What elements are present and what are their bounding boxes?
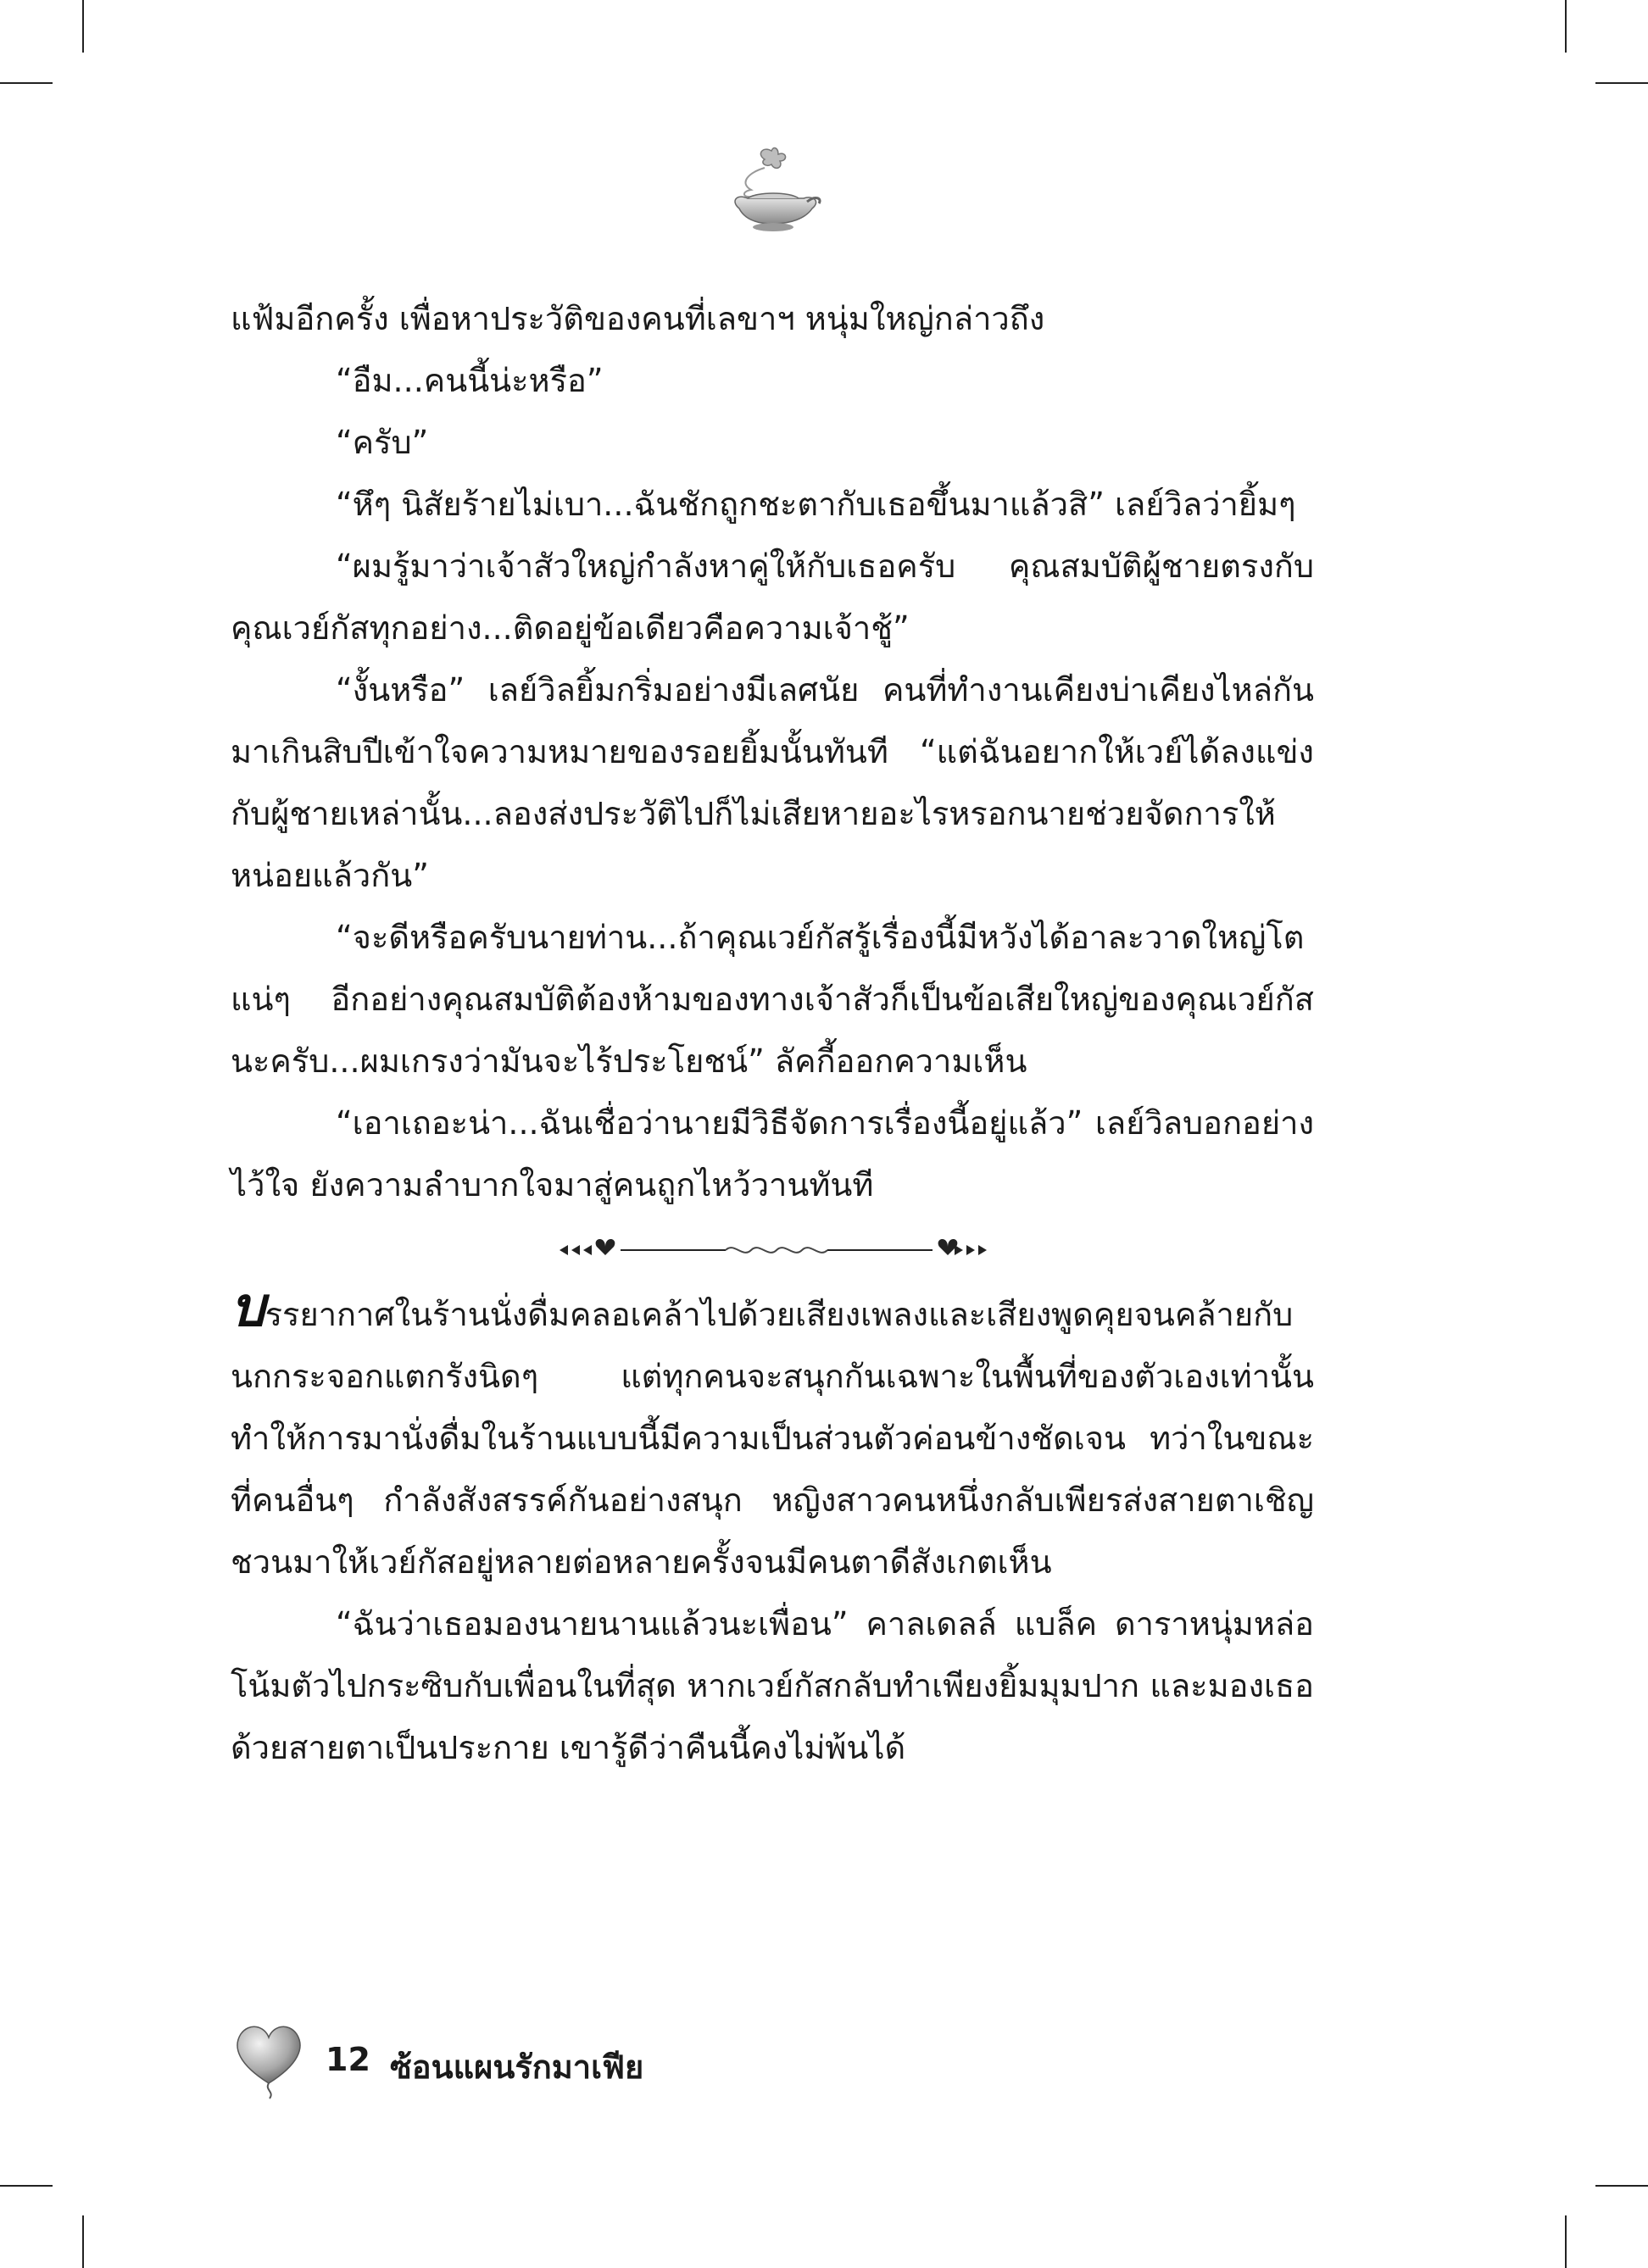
section-second-paragraph: “ฉันว่าเธอมองนายนานแล้วนะเพื่อน” คาลเดลล์ แบล็ค ดาราหนุ่มหล่อโน้มตัวไปกระซิบกับเพื่อนในที่สุด หากเวย์กัสกลับทำเพียงยิ้มมุมปาก และมองเธอด้วยสายตาเป็นประกาย เขารู้ดีว่าคืนนี้คงไม่พ้นได้ [231, 1605, 1314, 1766]
paragraph: “หึๆ นิสัยร้ายไม่เบา...ฉันชักถูกชะตากับเธอขึ้นมาแล้วสิ” เลย์วิลว่ายิ้มๆ [336, 486, 1296, 523]
crop-mark [1595, 82, 1648, 84]
paragraph: “อืม...คนนี้น่ะหรือ” [336, 362, 604, 399]
heart-flourish-divider-icon [231, 1225, 1314, 1276]
crop-mark [0, 2185, 53, 2187]
paragraphs-before-break [231, 288, 1314, 1216]
paragraph: “งั้นหรือ” เลย์วิลยิ้มกริ่มอย่างมีเลศนัย คนที่ทำงานเคียงบ่าเคียงไหล่กันมาเกินสิบปีเข้าใจความหมายของรอยยิ้มนั้นทันที “แต่ฉันอยากให้เวย์ได้ลงแข่งกับผู้ชายเหล่านั้น...ลองส่งประวัติไปก็ไม่เสียหายอะไรหรอกนายช่วยจัดการให้หน่อยแล้วกัน” [231, 671, 1314, 894]
crop-mark [1595, 2185, 1648, 2187]
section-first-paragraph [231, 1276, 1314, 1593]
paragraph: “ผมรู้มาว่าเจ้าสัวใหญ่กำลังหาคู่ให้กับเธอครับ คุณสมบัติผู้ชายตรงกับคุณเวย์กัสทุกอย่าง...ติดอยู่ข้อเดียวคือความเจ้าชู้” [231, 548, 1314, 647]
page-number: 12 [326, 2041, 370, 2078]
paragraph: “เอาเถอะน่า...ฉันเชื่อว่านายมีวิธีจัดการเรื่องนี้อยู่แล้ว” เลย์วิลบอกอย่างไว้ใจ ยังความลำบากใจมาสู่คนถูกไหว้วานทันที [231, 1104, 1314, 1203]
section-first-paragraph-text: รรยากาศในร้านนั่งดื่มคลอเคล้าไปด้วยเสียงเพลงและเสียงพูดคุยจนคล้ายกับนกกระจอกแตกรังนิดๆ แต่ทุกคนจะสนุกกันเฉพาะในพื้นที่ของตัวเองเท่านั้น ทำให้การมานั่งดื่มในร้านแบบนี้มีความเป็นส่วนตัวค่อนข้างชัดเจน ทว่าในขณะที่คนอื่นๆ กำลังสังสรรค์กันอย่างสนุก หญิงสาวคนหนึ่งกลับเพียรส่งสายตาเชิญชวนมาให้เวย์กัสอยู่หลายต่อหลายครั้งจนมีคนตาดีสังเกตเห็น [231, 1296, 1314, 1581]
paragraph: “ครับ” [336, 424, 429, 461]
crop-mark [82, 0, 84, 53]
heart-balloon-icon [231, 2017, 307, 2102]
book-title: ซ้อนแผนรักมาเฟีย [390, 2048, 644, 2086]
crop-mark [1565, 2215, 1567, 2268]
paragraph: แฟ้มอีกครั้ง เพื่อหาประวัติของคนที่เลขาฯ หนุ่มใหญ่กล่าวถึง [231, 300, 1045, 337]
page-footer [231, 2017, 994, 2110]
genie-lamp-cupid-icon [722, 142, 824, 236]
drop-cap-letter: บ [231, 1276, 265, 1339]
crop-mark [82, 2215, 84, 2268]
crop-mark [1565, 0, 1567, 53]
paragraph: “จะดีหรือครับนายท่าน...ถ้าคุณเวย์กัสรู้เรื่องนี้มีหวังได้อาละวาดใหญ่โตแน่ๆ อีกอย่างคุณสมบัติต้องห้ามของทางเจ้าสัวก็เป็นข้อเสียใหญ่ของคุณเวย์กัสนะครับ...ผมเกรงว่ามันจะไร้ประโยชน์” ลัคกี้ออกความเห็น [231, 919, 1314, 1080]
page-body [231, 288, 1314, 1779]
crop-mark [0, 82, 53, 84]
